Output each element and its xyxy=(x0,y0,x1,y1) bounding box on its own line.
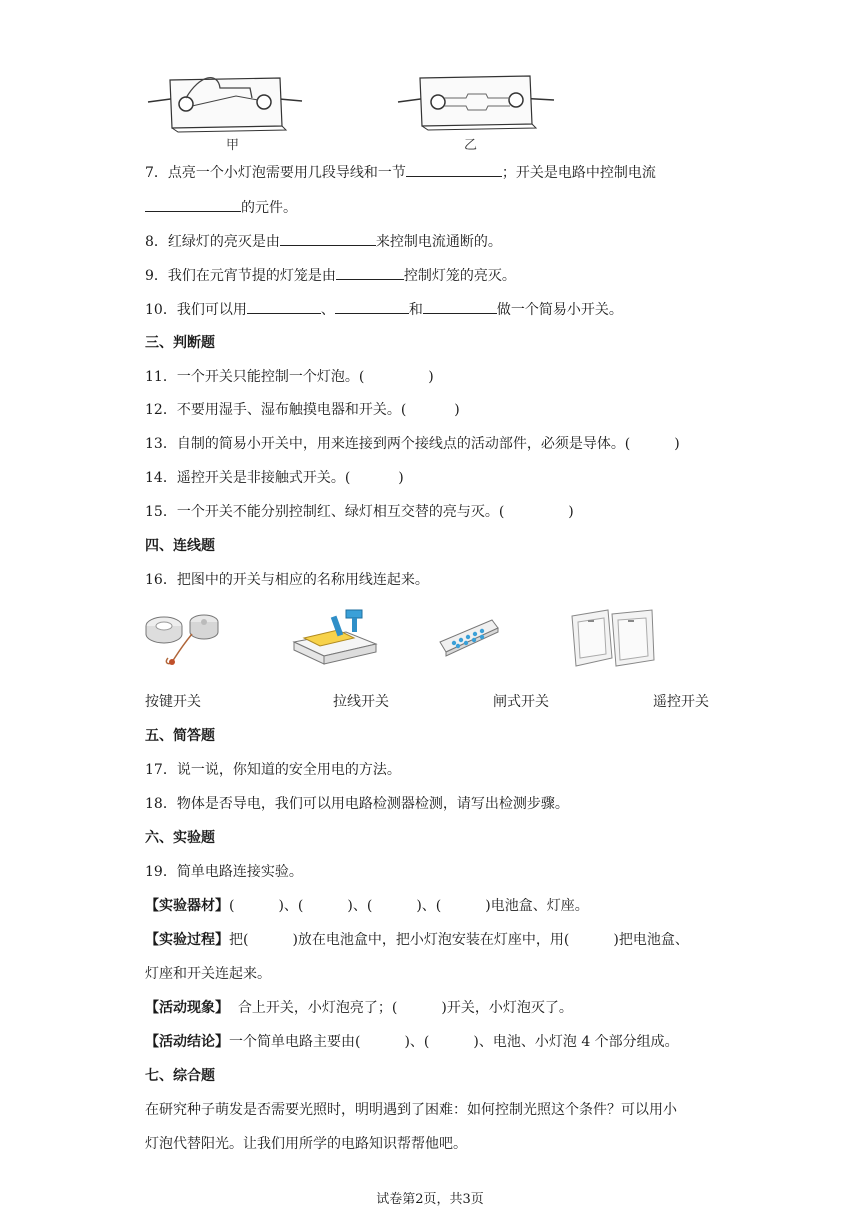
figure-yi-caption: 乙 xyxy=(464,138,478,153)
exp-materials: 【实验器材】( )、( )、( )、( )电池盒、灯座。 xyxy=(145,898,589,914)
question-11: 11．一个开关只能控制一个灯泡。( ) xyxy=(145,369,434,385)
page-footer: 试卷第2页，共3页 xyxy=(376,1192,484,1207)
question-8: 8．红绿灯的亮灭是由 来控制电流通断的。 xyxy=(145,231,502,252)
blank-q7-1[interactable] xyxy=(406,162,502,177)
question-12: 12．不要用湿手、湿布触摸电器和开关。( ) xyxy=(145,402,460,418)
question-15: 15．一个开关不能分别控制红、绿灯相互交替的亮与灭。( ) xyxy=(145,504,574,520)
question-7: 7．点亮一个小灯泡需要用几段导线和一节 ；开关是电路中控制电流 xyxy=(145,162,656,183)
comprehensive-text-1: 在研究种子萌发是否需要光照时，明明遇到了困难：如何控制光照这个条件？可以用小 xyxy=(145,1102,677,1118)
pull-cord-switch-image xyxy=(142,604,222,672)
question-18: 18．物体是否导电，我们可以用电路检测器检测，请写出检测步骤。 xyxy=(145,796,569,812)
question-19: 19．简单电路连接实验。 xyxy=(145,864,303,880)
blank-q7-2[interactable] xyxy=(145,197,241,212)
push-button-switch-image xyxy=(568,606,658,672)
exp-phenomenon: 【活动现象】 合上开关，小灯泡亮了；( )开关，小灯泡灭了。 xyxy=(145,1000,573,1016)
label-remote-switch[interactable]: 遥控开关 xyxy=(653,694,709,710)
section-4-title: 四、连线题 xyxy=(145,538,215,554)
question-17: 17．说一说，你知道的安全用电的方法。 xyxy=(145,762,401,778)
question-10: 10．我们可以用 、 和 做一个简易小开关。 xyxy=(145,299,623,320)
blank-q8[interactable] xyxy=(280,231,376,246)
figure-jia-caption: 甲 xyxy=(226,138,240,153)
question-9: 9．我们在元宵节提的灯笼是由 控制灯笼的亮灭。 xyxy=(145,265,516,286)
section-6-title: 六、实验题 xyxy=(145,830,215,846)
question-16: 16．把图中的开关与相应的名称用线连起来。 xyxy=(145,572,429,588)
section-7-title: 七、综合题 xyxy=(145,1068,215,1084)
question-13: 13．自制的简易小开关中，用来连接到两个接线点的活动部件，必须是导体。( ) xyxy=(145,436,680,452)
exp-process-cont: 灯座和开关连起来。 xyxy=(145,966,271,982)
label-push-button-switch[interactable]: 按键开关 xyxy=(145,694,201,710)
blank-q10-2[interactable] xyxy=(335,299,409,314)
blank-q9[interactable] xyxy=(336,265,404,280)
blank-q10-3[interactable] xyxy=(423,299,497,314)
section-5-title: 五、简答题 xyxy=(145,728,215,744)
figure-jia xyxy=(140,68,310,148)
label-pull-cord-switch[interactable]: 拉线开关 xyxy=(333,694,389,710)
remote-switch-image xyxy=(436,612,502,664)
figure-yi xyxy=(394,68,564,148)
exp-conclusion: 【活动结论】一个简单电路主要由( )、( )、电池、小灯泡 4 个部分组成。 xyxy=(145,1034,679,1050)
label-knife-switch[interactable]: 闸式开关 xyxy=(493,694,549,710)
exp-process: 【实验过程】把( )放在电池盒中，把小灯泡安装在灯座中，用( )把电池盒、 xyxy=(145,932,689,948)
knife-switch-image xyxy=(290,602,380,672)
section-3-title: 三、判断题 xyxy=(145,335,215,351)
question-14: 14．遥控开关是非接触式开关。( ) xyxy=(145,470,404,486)
comprehensive-text-2: 灯泡代替阳光。让我们用所学的电路知识帮帮他吧。 xyxy=(145,1136,467,1152)
blank-q10-1[interactable] xyxy=(247,299,321,314)
question-7-cont: 的元件。 xyxy=(145,197,297,218)
